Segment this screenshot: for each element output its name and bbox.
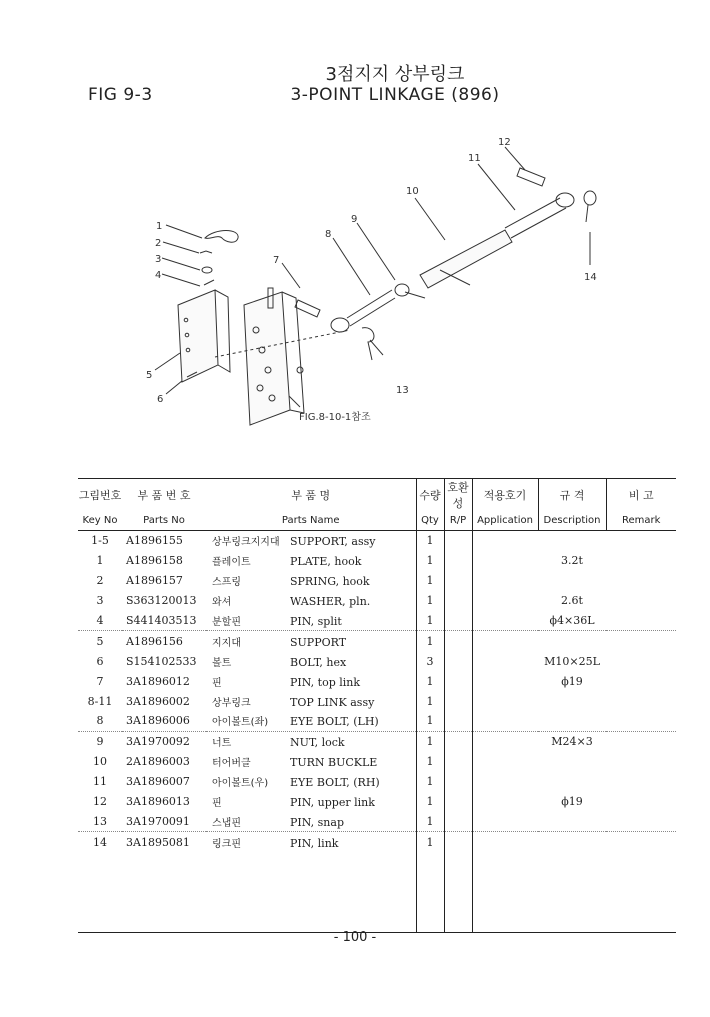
key-no-cell: 10: [93, 755, 107, 769]
rp-cell: [444, 752, 472, 772]
parts-no-cell: A1896158: [126, 554, 183, 568]
rp-cell: [444, 631, 472, 651]
rp-cell: [444, 591, 472, 611]
table-row: [78, 811, 676, 831]
parts-no-cell: 3A1896002: [126, 694, 190, 708]
empty-cell: [122, 872, 206, 892]
header-parts-no-kr: 부 품 번 호: [122, 479, 206, 512]
callout-2: 2: [155, 238, 162, 249]
empty-cell: [606, 892, 676, 912]
description-cell: [538, 711, 606, 731]
qty-cell: 1: [416, 531, 444, 551]
parts-name-cell: [206, 752, 416, 772]
application-cell: [472, 571, 538, 591]
parts-name-korean: 너트: [212, 738, 232, 750]
parts-name-korean: 상부링크: [212, 697, 251, 709]
parts-no-cell: 3A1970091: [122, 811, 206, 831]
key-no-cell: 11: [93, 775, 107, 789]
remark-cell: [606, 631, 676, 651]
rp-cell: [444, 811, 472, 831]
remark-cell: [606, 691, 676, 711]
application-cell: [472, 811, 538, 831]
table-row: [78, 531, 676, 551]
parts-no-cell: 3A1896013: [126, 795, 190, 809]
callout-10: 10: [406, 186, 419, 197]
rp-cell: [444, 551, 472, 571]
parts-name-korean: 스냅핀: [212, 817, 241, 829]
parts-name-korean: 핀: [212, 677, 222, 689]
description-cell: 2.6t: [561, 594, 583, 608]
application-cell: [472, 631, 538, 651]
parts-name-english: PIN, split: [290, 615, 342, 628]
table-row: [78, 691, 676, 711]
rp-cell: [444, 611, 472, 631]
key-no-cell: 3: [96, 594, 104, 608]
empty-cell: [78, 852, 122, 872]
rp-cell: [444, 711, 472, 731]
qty-cell: 1: [416, 752, 444, 772]
table-row: [78, 731, 676, 751]
empty-cell: [444, 872, 472, 892]
table-row: [78, 551, 676, 571]
key-no-cell: 6: [96, 654, 104, 668]
description-cell: M10×25L: [544, 654, 600, 668]
parts-name-english: EYE BOLT, (LH): [290, 715, 379, 729]
remark-cell: [606, 591, 676, 611]
parts-no-cell: S363120013: [126, 594, 197, 608]
description-cell: ϕ4×36L: [538, 611, 606, 631]
table-row: [78, 651, 676, 671]
key-no-cell: 8-11: [87, 694, 113, 708]
parts-name-korean: 아이볼트(좌): [212, 717, 269, 729]
parts-name-cell: [206, 832, 416, 852]
parts-name-english: PIN, upper link: [290, 796, 375, 810]
parts-name-english: PIN, link: [290, 836, 339, 850]
parts-name-cell: [206, 531, 416, 551]
parts-name-korean: 상부링크지지대: [212, 537, 280, 549]
empty-cell: [444, 852, 472, 872]
table-row: [78, 611, 676, 631]
page-title-english: 3-POINT LINKAGE (896): [290, 85, 500, 105]
application-cell: [472, 551, 538, 571]
remark-cell: [606, 571, 676, 591]
parts-name-cell: [206, 691, 416, 711]
application-cell: [472, 611, 538, 631]
key-no-cell: 9: [96, 735, 104, 749]
qty-cell: 1: [416, 811, 444, 831]
application-cell: [472, 752, 538, 772]
parts-no-cell: 3A1896006: [122, 711, 206, 731]
qty-cell: 1: [416, 671, 444, 691]
qty-cell: 1: [416, 611, 444, 631]
key-no-cell: 13: [78, 811, 122, 831]
parts-name-korean: 링크핀: [212, 838, 241, 850]
parts-name-cell: [206, 811, 416, 831]
parts-name-korean: 스프링: [212, 577, 241, 589]
remark-cell: [606, 731, 676, 751]
description-cell: 3.2t: [561, 554, 583, 568]
description-cell: [538, 832, 606, 852]
parts-name-cell: [206, 591, 416, 611]
remark-cell: [606, 792, 676, 812]
parts-name-korean: 플레이트: [212, 557, 251, 569]
table-row: [78, 631, 676, 651]
parts-name-cell: [206, 631, 416, 651]
header-row-korean: [78, 479, 676, 512]
parts-name-korean: 볼트: [212, 657, 232, 669]
parts-name-english: TOP LINK assy: [290, 695, 375, 709]
exploded-parts-diagram: [0, 120, 710, 430]
parts-no-cell: 3A1895081: [126, 835, 190, 849]
application-cell: [472, 671, 538, 691]
parts-name-cell: [206, 731, 416, 751]
empty-cell: [538, 872, 606, 892]
figure-number: FIG 9-3: [88, 85, 153, 105]
rp-cell: [444, 671, 472, 691]
callout-3: 3: [155, 254, 162, 265]
reference-note: FIG.8-10-1참조: [299, 412, 371, 423]
application-cell: [472, 792, 538, 812]
table-row: [78, 792, 676, 812]
empty-cell: [472, 872, 538, 892]
empty-cell: [472, 892, 538, 912]
remark-cell: [606, 811, 676, 831]
application-cell: [472, 651, 538, 671]
qty-cell: 1: [416, 551, 444, 571]
callout-9: 9: [351, 214, 358, 225]
key-no-cell: 14: [93, 835, 107, 849]
table-row: [78, 571, 676, 591]
parts-name-english: EYE BOLT, (RH): [290, 776, 380, 790]
application-cell: [472, 731, 538, 751]
header-parts-name: Parts Name: [206, 511, 416, 531]
header-remark-kr: 비 고: [606, 479, 676, 512]
key-no-cell: 5: [96, 634, 104, 648]
parts-name-korean: 터어버클: [212, 758, 251, 770]
callout-4: 4: [155, 270, 162, 281]
empty-cell: [538, 892, 606, 912]
header-description-kr: 규 격: [538, 479, 606, 512]
key-no-cell: 12: [93, 795, 107, 809]
parts-name-english: PIN, snap: [290, 815, 344, 829]
page-number: - 100 -: [333, 930, 377, 945]
callout-11: 11: [468, 153, 481, 164]
remark-cell: [606, 711, 676, 731]
parts-no-cell: A1896157: [126, 574, 183, 588]
key-no-cell: 8: [78, 711, 122, 731]
header-key-no: Key No: [78, 511, 122, 531]
application-cell: [472, 591, 538, 611]
parts-name-cell: [206, 711, 416, 731]
application-cell: [472, 832, 538, 852]
header-rp-kr: 호환성: [444, 479, 472, 512]
table-row: [78, 832, 676, 852]
callout-1: 1: [156, 221, 163, 232]
qty-cell: 1: [416, 731, 444, 751]
parts-no-cell: S441403513: [122, 611, 206, 631]
qty-cell: 1: [416, 571, 444, 591]
header-row-english: [78, 511, 676, 531]
empty-cell: [206, 852, 416, 872]
qty-cell: 1: [416, 691, 444, 711]
parts-name-cell: [206, 611, 416, 631]
empty-cell: [606, 852, 676, 872]
rp-cell: [444, 731, 472, 751]
parts-name-korean: 지지대: [212, 637, 241, 649]
header-qty: Qty: [416, 511, 444, 531]
parts-name-cell: [206, 651, 416, 671]
header-rp: R/P: [444, 511, 472, 531]
empty-cell: [472, 852, 538, 872]
key-no-cell: 2: [96, 574, 104, 588]
header-application: Application: [472, 511, 538, 531]
parts-no-cell: 3A1970092: [126, 735, 190, 749]
parts-name-korean: 아이볼트(우): [212, 778, 269, 790]
description-cell: [538, 772, 606, 792]
table-row: [78, 671, 676, 691]
application-cell: [472, 711, 538, 731]
empty-cell: [444, 892, 472, 912]
qty-cell: 1: [416, 711, 444, 731]
parts-name-cell: [206, 571, 416, 591]
rp-cell: [444, 651, 472, 671]
parts-name-korean: 핀: [212, 798, 222, 810]
empty-cell: [416, 872, 444, 892]
parts-name-korean: 와셔: [212, 597, 232, 609]
empty-cell: [416, 892, 444, 912]
callout-5: 5: [146, 370, 153, 381]
description-cell: [538, 691, 606, 711]
callout-6: 6: [157, 394, 164, 405]
remark-cell: [606, 671, 676, 691]
description-cell: [538, 811, 606, 831]
rp-cell: [444, 772, 472, 792]
empty-cell: [206, 892, 416, 912]
empty-cell: [416, 852, 444, 872]
empty-row: [78, 852, 676, 872]
remark-cell: [606, 531, 676, 551]
callout-13: 13: [396, 385, 409, 396]
empty-row: [78, 892, 676, 912]
parts-name-cell: [206, 671, 416, 691]
key-no-cell: 7: [96, 674, 104, 688]
parts-name-english: SPRING, hook: [290, 575, 370, 589]
parts-name-english: SUPPORT, assy: [290, 535, 376, 549]
application-cell: [472, 691, 538, 711]
key-no-cell: 1: [96, 554, 104, 568]
rp-cell: [444, 531, 472, 551]
remark-cell: [606, 772, 676, 792]
empty-cell: [606, 872, 676, 892]
parts-table: [78, 478, 676, 933]
qty-cell: 3: [416, 651, 444, 671]
description-cell: ϕ19: [561, 795, 583, 809]
callout-8: 8: [325, 229, 332, 240]
application-cell: [472, 772, 538, 792]
qty-cell: 1: [416, 792, 444, 812]
description-cell: [538, 631, 606, 651]
qty-cell: 1: [416, 631, 444, 651]
description-cell: [538, 531, 606, 551]
qty-cell: 1: [416, 591, 444, 611]
parts-name-korean: 분할핀: [212, 617, 241, 628]
empty-cell: [78, 872, 122, 892]
header-description: Description: [538, 511, 606, 531]
empty-row: [78, 872, 676, 892]
callout-14: 14: [584, 272, 597, 283]
parts-name-english: WASHER, pln.: [290, 595, 371, 609]
page-title-korean: 3점지지 상부링크: [325, 64, 465, 85]
parts-name-cell: [206, 792, 416, 812]
header-qty-kr: 수량: [416, 479, 444, 512]
description-cell: M24×3: [551, 735, 593, 749]
key-no-cell: 1-5: [91, 534, 109, 548]
empty-cell: [122, 892, 206, 912]
table-row: [78, 752, 676, 772]
parts-name-english: TURN BUCKLE: [290, 756, 378, 770]
parts-no-cell: A1896156: [126, 634, 183, 648]
remark-cell: [606, 752, 676, 772]
parts-name-english: SUPPORT: [290, 635, 347, 649]
remark-cell: [606, 651, 676, 671]
remark-cell: [606, 611, 676, 631]
empty-cell: [122, 852, 206, 872]
parts-name-english: PIN, top link: [290, 675, 361, 689]
rp-cell: [444, 691, 472, 711]
rp-cell: [444, 792, 472, 812]
header-key-no-kr: 그림번호: [78, 479, 122, 512]
parts-no-cell: A1896155: [126, 534, 183, 548]
parts-name-english: PLATE, hook: [290, 555, 362, 569]
callout-7: 7: [273, 255, 280, 266]
key-no-cell: 4: [78, 611, 122, 631]
remark-cell: [606, 551, 676, 571]
qty-cell: 1: [416, 832, 444, 852]
empty-cell: [78, 892, 122, 912]
empty-cell: [206, 872, 416, 892]
parts-name-cell: [206, 551, 416, 571]
parts-name-english: NUT, lock: [290, 736, 345, 750]
application-cell: [472, 531, 538, 551]
header-remark: Remark: [606, 511, 676, 531]
description-cell: [538, 571, 606, 591]
remark-cell: [606, 832, 676, 852]
table-row: [78, 591, 676, 611]
parts-name-cell: [206, 772, 416, 792]
empty-cell: [538, 852, 606, 872]
description-cell: [538, 752, 606, 772]
parts-no-cell: S154102533: [126, 654, 197, 668]
header-parts-name-kr: 부 품 명: [206, 479, 416, 512]
parts-no-cell: 2A1896003: [126, 755, 190, 769]
table-row: [78, 772, 676, 792]
rp-cell: [444, 832, 472, 852]
description-cell: ϕ19: [561, 674, 583, 688]
parts-no-cell: 3A1896007: [126, 775, 190, 789]
parts-no-cell: 3A1896012: [126, 674, 190, 688]
parts-name-english: BOLT, hex: [290, 655, 347, 669]
header-application-kr: 적용호기: [472, 479, 538, 512]
header-parts-no: Parts No: [122, 511, 206, 531]
callout-12: 12: [498, 137, 511, 148]
rp-cell: [444, 571, 472, 591]
table-row: [78, 711, 676, 731]
qty-cell: 1: [416, 772, 444, 792]
